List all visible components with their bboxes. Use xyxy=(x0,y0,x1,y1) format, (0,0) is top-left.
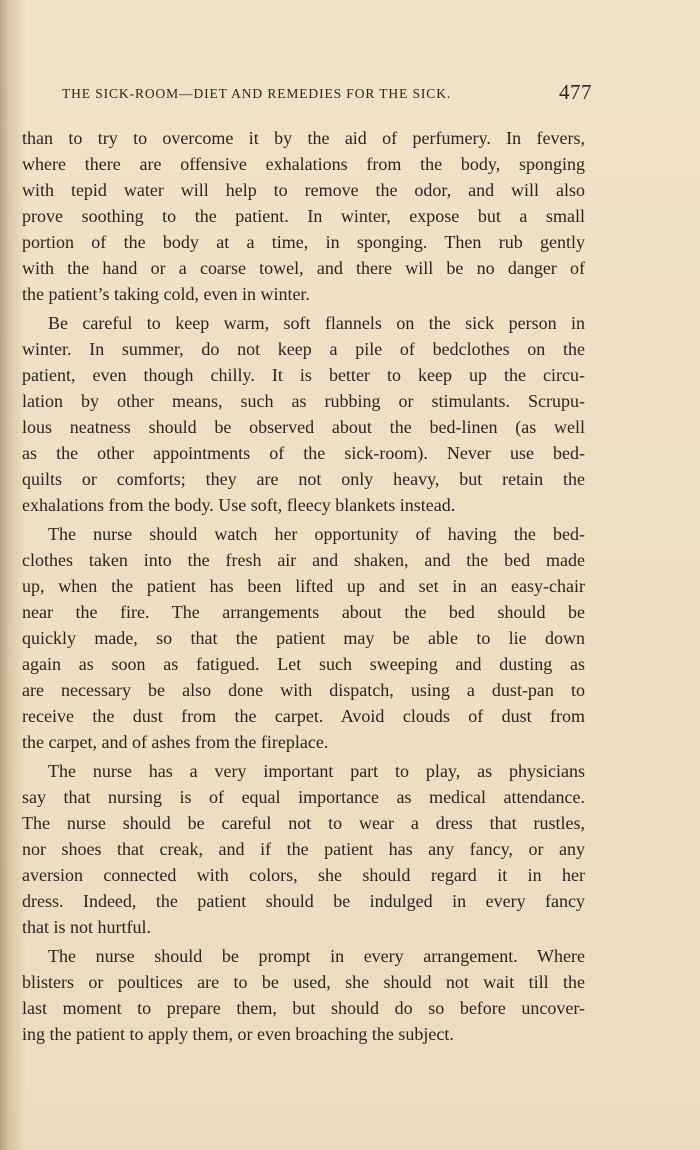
text-line: dress. Indeed, the patient should be indulged in every fancy xyxy=(22,891,585,911)
text-line: exhalations from the body. Use soft, fleecy blankets instead. xyxy=(22,495,456,515)
text-line: nor shoes that creak, and if the patient has any fancy, or any xyxy=(22,839,585,859)
text-line: quickly made, so that the patient may be able to lie down xyxy=(22,628,585,648)
page-header xyxy=(62,80,592,106)
text-line: The nurse should be careful not to wear a dress that rustles, xyxy=(22,813,585,833)
text-line: are necessary be also done with dispatch, using a dust-pan to xyxy=(22,680,585,700)
running-head: THE SICK-ROOM—DIET AND REMEDIES FOR THE SICK. xyxy=(62,86,452,101)
text-line: The nurse has a very important part to play, as physicians xyxy=(48,761,585,781)
text-line: blisters or poultices are to be used, she should not wait till the xyxy=(22,972,585,992)
text-line: receive the dust from the carpet. Avoid clouds of dust from xyxy=(22,706,585,726)
text-line: with tepid water will help to remove the odor, and will also xyxy=(22,180,585,200)
paragraph xyxy=(22,310,585,518)
paragraph xyxy=(22,521,585,755)
page-number: 477 xyxy=(559,80,592,104)
text-line: up, when the patient has been lifted up and set in an easy-chair xyxy=(22,576,585,596)
text-line: ing the patient to apply them, or even broaching the subject. xyxy=(22,1024,454,1044)
text-line: lous neatness should be observed about the bed-linen (as well xyxy=(22,417,585,437)
text-line: where there are offensive exhalations from the body, sponging xyxy=(22,154,585,174)
text-line: near the fire. The arrangements about the bed should be xyxy=(22,602,585,622)
text-line: The nurse should be prompt in every arrangement. Where xyxy=(48,946,585,966)
paragraph xyxy=(22,943,585,1047)
text-line: winter. In summer, do not keep a pile of bedclothes on the xyxy=(22,339,585,359)
text-line: that is not hurtful. xyxy=(22,917,151,937)
text-line: Be careful to keep warm, soft flannels on the sick person in xyxy=(48,313,585,333)
text-line: say that nursing is of equal importance as medical attendance. xyxy=(22,787,585,807)
text-line: the patient’s taking cold, even in winter. xyxy=(22,284,310,304)
text-line: aversion connected with colors, she should regard it in her xyxy=(22,865,585,885)
paragraph xyxy=(22,125,585,307)
text-line: last moment to prepare them, but should do so before uncover- xyxy=(22,998,585,1018)
text-line: The nurse should watch her opportunity of having the bed- xyxy=(48,524,585,544)
text-line: than to try to overcome it by the aid of perfumery. In fevers, xyxy=(22,128,585,148)
paragraph xyxy=(22,758,585,940)
text-line: again as soon as fatigued. Let such sweeping and dusting as xyxy=(22,654,585,674)
text-line: prove soothing to the patient. In winter, expose but a small xyxy=(22,206,585,226)
text-line: patient, even though chilly. It is better to keep up the circu- xyxy=(22,365,585,385)
text-line: lation by other means, such as rubbing or stimulants. Scrupu- xyxy=(22,391,585,411)
body-text xyxy=(22,125,585,1047)
text-line: clothes taken into the fresh air and shaken, and the bed made xyxy=(22,550,585,570)
text-line: as the other appointments of the sick-room). Never use bed- xyxy=(22,443,585,463)
text-line: portion of the body at a time, in sponging. Then rub gently xyxy=(22,232,585,252)
text-line: the carpet, and of ashes from the fireplace. xyxy=(22,732,329,752)
text-line: with the hand or a coarse towel, and there will be no danger of xyxy=(22,258,585,278)
text-line: quilts or comforts; they are not only heavy, but retain the xyxy=(22,469,585,489)
